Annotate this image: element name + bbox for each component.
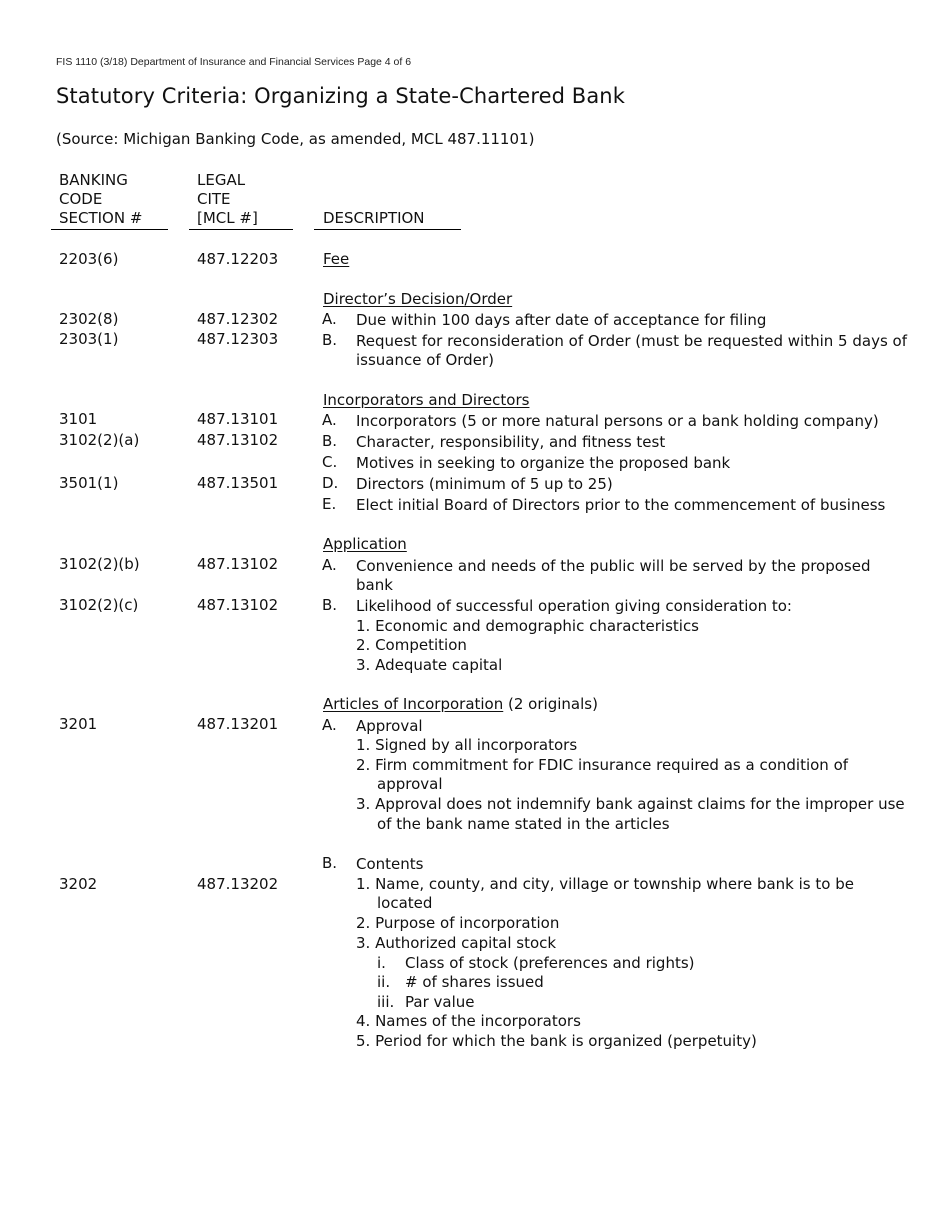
item-text: Elect initial Board of Directors prior to the commencement of business [356, 496, 886, 514]
sub-item: 2. Purpose of incorporation [356, 914, 560, 932]
section-number: 3101 [59, 410, 98, 428]
section-number: 2203(6) [59, 250, 119, 268]
sub-item: 1. Economic and demographic characteristics [356, 617, 700, 635]
sub-item: 4. Names of the incorporators [356, 1012, 581, 1030]
section-number: 2302(8) [59, 310, 119, 328]
item-letter: C. [322, 453, 338, 471]
fee-heading: Fee [323, 250, 350, 268]
legal-cite: 487.12203 [197, 250, 279, 268]
sub-item-continued: approval [377, 775, 443, 793]
col-cite-line2: CITE [197, 190, 231, 208]
application-heading: Application [323, 535, 407, 553]
item-text-continued: issuance of Order) [356, 351, 494, 369]
item-letter: A. [322, 310, 337, 328]
item-letter: A. [322, 716, 337, 734]
col-section-line1: BANKING [59, 171, 128, 189]
col-cite-line1: LEGAL [197, 171, 246, 189]
col-cite-rule [189, 229, 293, 230]
item-text: Incorporators (5 or more natural persons or a bank holding company) [356, 412, 879, 430]
page-title: Statutory Criteria: Organizing a State-Chartered Bank [56, 84, 625, 108]
directors-decision-heading: Director’s Decision/Order [323, 290, 513, 308]
sub-item-continued: located [377, 894, 433, 912]
roman-num: iii. [377, 993, 395, 1011]
item-letter: B. [322, 432, 338, 450]
section-number: 3102(2)(b) [59, 555, 140, 573]
legal-cite: 487.13501 [197, 474, 279, 492]
col-section-line2: CODE [59, 190, 103, 208]
legal-cite: 487.13102 [197, 555, 279, 573]
col-description-rule [314, 229, 461, 230]
sub-item: 1. Signed by all incorporators [356, 736, 578, 754]
sub-item: 5. Period for which the bank is organized (perpetuity) [356, 1032, 757, 1050]
item-text: Approval [356, 717, 423, 735]
item-text: Directors (minimum of 5 up to 25) [356, 475, 613, 493]
item-text: Motives in seeking to organize the proposed bank [356, 454, 731, 472]
sub-item: 3. Authorized capital stock [356, 934, 557, 952]
col-section-rule [51, 229, 168, 230]
section-number: 3501(1) [59, 474, 119, 492]
legal-cite: 487.12303 [197, 330, 279, 348]
sub-item: 2. Competition [356, 636, 467, 654]
roman-text: Class of stock (preferences and rights) [405, 954, 695, 972]
item-text: Convenience and needs of the public will be served by the proposed [356, 557, 871, 575]
item-letter: A. [322, 556, 337, 574]
sub-item-continued: of the bank name stated in the articles [377, 815, 670, 833]
articles-heading [323, 695, 598, 713]
sub-item: 3. Approval does not indemnify bank against claims for the improper use [356, 795, 905, 813]
roman-text: # of shares issued [405, 973, 544, 991]
item-text: Character, responsibility, and fitness test [356, 433, 666, 451]
sub-item: 2. Firm commitment for FDIC insurance required as a condition of [356, 756, 849, 774]
section-number: 3102(2)(a) [59, 431, 140, 449]
roman-text: Par value [405, 993, 475, 1011]
roman-num: i. [377, 954, 386, 972]
section-number: 3201 [59, 715, 98, 733]
section-number: 3102(2)(c) [59, 596, 139, 614]
section-number: 2303(1) [59, 330, 119, 348]
legal-cite: 487.12302 [197, 310, 279, 328]
roman-num: ii. [377, 973, 391, 991]
item-letter: E. [322, 495, 337, 513]
articles-heading-suffix: (2 originals) [503, 695, 598, 713]
item-letter: B. [322, 596, 338, 614]
legal-cite: 487.13102 [197, 431, 279, 449]
item-letter: B. [322, 331, 338, 349]
col-description: DESCRIPTION [323, 209, 425, 227]
form-header-line: FIS 1110 (3/18) Department of Insurance and Financial Services Page 4 of 6 [56, 56, 412, 68]
item-text-continued: bank [356, 576, 393, 594]
sub-item: 3. Adequate capital [356, 656, 503, 674]
col-section-line3: SECTION # [59, 209, 143, 227]
legal-cite: 487.13202 [197, 875, 279, 893]
legal-cite: 487.13101 [197, 410, 279, 428]
item-letter: B. [322, 854, 338, 872]
item-text: Likelihood of successful operation giving consideration to: [356, 597, 792, 615]
source-citation: (Source: Michigan Banking Code, as amended, MCL 487.11101) [56, 130, 535, 148]
sub-item: 1. Name, county, and city, village or township where bank is to be [356, 875, 854, 893]
legal-cite: 487.13201 [197, 715, 279, 733]
col-cite-line3: [MCL #] [197, 209, 258, 227]
section-number: 3202 [59, 875, 98, 893]
incorporators-heading: Incorporators and Directors [323, 391, 530, 409]
item-letter: D. [322, 474, 339, 492]
item-text: Contents [356, 855, 424, 873]
item-text: Due within 100 days after date of acceptance for filing [356, 311, 767, 329]
item-text: Request for reconsideration of Order (must be requested within 5 days of [356, 332, 908, 350]
legal-cite: 487.13102 [197, 596, 279, 614]
item-letter: A. [322, 411, 337, 429]
articles-heading-text: Articles of Incorporation [323, 695, 504, 713]
